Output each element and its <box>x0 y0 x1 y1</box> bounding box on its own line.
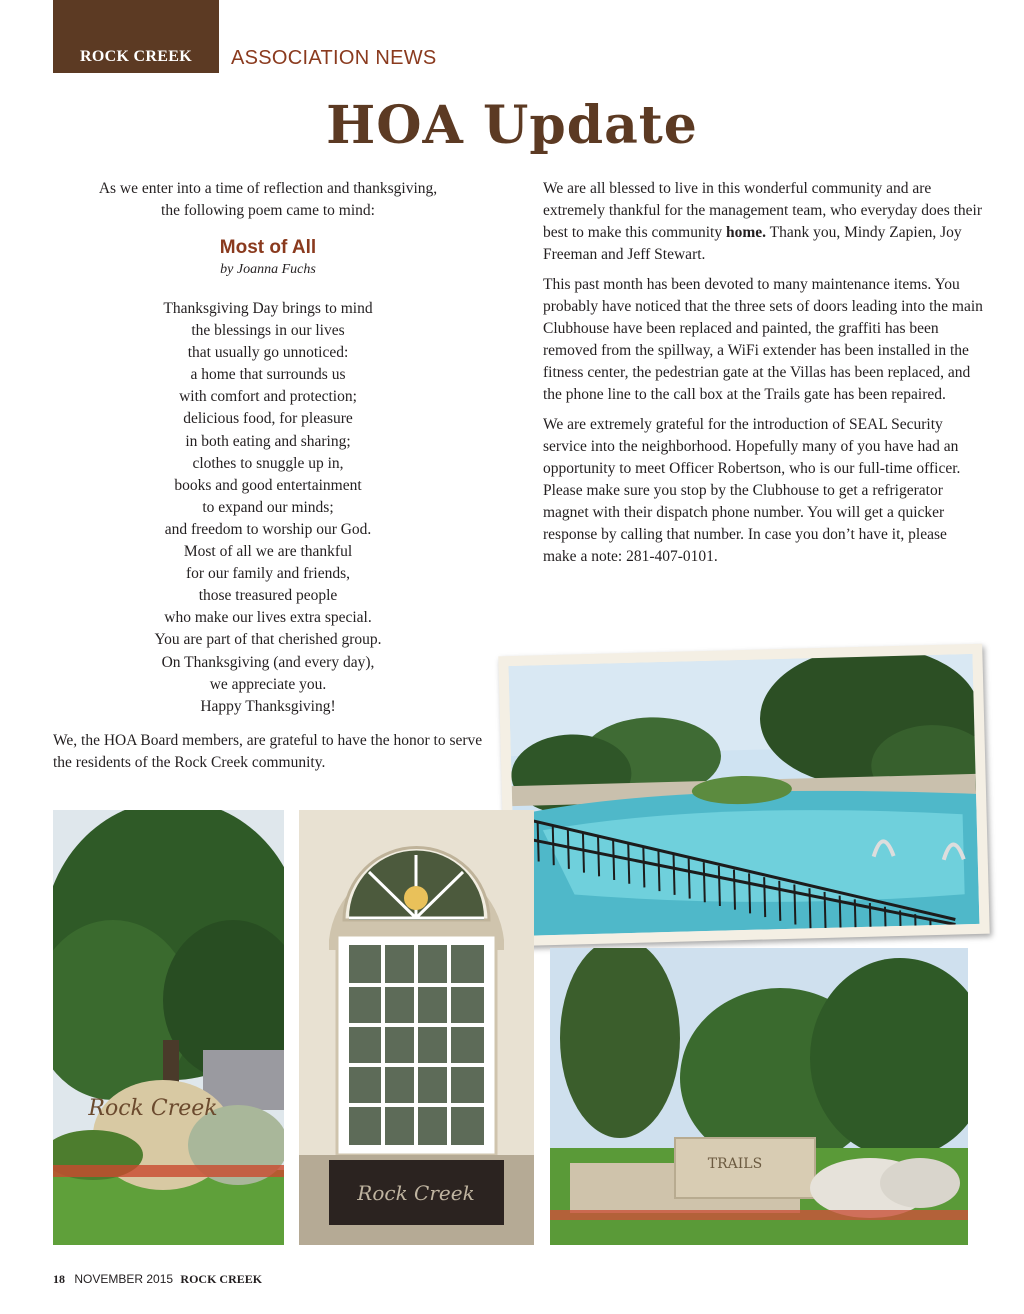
page-title: HOA Update <box>326 95 698 156</box>
poem-line: to expand our minds; <box>202 498 334 516</box>
closing-paragraph: We, the HOA Board members, are grateful to have the honor to serve the residents of the Rock Creek community. <box>53 731 483 771</box>
poem-line: and freedom to worship our God. <box>164 520 372 538</box>
paragraph-security: We are extremely grateful for the introduction of SEAL Security service into the neighborhood. Hopefully many of you have had an opportunity to meet Officer Robertson, who is our full-time officer. Please make sure you stop by the Clubhouse to get a refrigerator magnet with their dispatch phone number. You will get a quicker response by calling that number. In case you don’t have it, please make a note: 281-407-0101. <box>543 416 961 565</box>
brand-tab <box>53 0 219 73</box>
poem-line: On Thanksgiving (and every day), <box>161 653 375 671</box>
poem-line: that usually go unnoticed: <box>187 344 349 362</box>
pool-photo <box>498 644 989 947</box>
poem-line: a home that surrounds us <box>190 366 346 384</box>
doormat-text: Rock Creek <box>357 1181 475 1205</box>
poem-line: Happy Thanksgiving! <box>200 697 336 715</box>
paragraph-thanks <box>543 178 983 266</box>
poem-line: who make our lives extra special. <box>164 609 372 627</box>
poem-line: those treasured people <box>198 587 338 605</box>
paragraph-thanks-end: Thank you, Mindy Zapien, Joy Freeman and Jeff Stewart. <box>543 224 962 263</box>
brand-label: ROCK CREEK <box>80 48 192 65</box>
trails-sign-photo <box>550 948 968 1245</box>
left-column <box>53 178 483 774</box>
poem-title: Most of All <box>219 237 317 258</box>
poem-line: Thanksgiving Day brings to mind <box>163 300 373 317</box>
poem-line: Most of all we are thankful <box>183 543 353 561</box>
poem <box>53 298 483 718</box>
issue-date: NOVEMBER 2015 <box>74 1272 174 1286</box>
poem-line: the blessings in our lives <box>191 322 345 340</box>
rock-sign-text: Rock Creek <box>88 1096 218 1121</box>
trails-sign-text: TRAILS <box>707 1156 763 1172</box>
page-footer <box>53 1272 262 1287</box>
poem-author: by Joanna Fuchs <box>220 262 316 277</box>
poem-line: we appreciate you. <box>209 675 327 693</box>
right-column <box>543 178 983 576</box>
paragraph-thanks-text: We are all blessed to live in this wonderful community and are extremely thankful for the management team, who everyday does their best to make this community <box>543 180 983 241</box>
intro-line-2: the following poem came to mind: <box>161 202 375 219</box>
section-label: ASSOCIATION NEWS <box>231 47 437 69</box>
poem-line: clothes to snuggle up in, <box>192 454 344 472</box>
rock-sign-photo <box>53 810 284 1245</box>
page-number: 18 <box>53 1272 65 1286</box>
poem-line: for our family and friends, <box>186 565 350 583</box>
poem-line: delicious food, for pleasure <box>183 410 353 428</box>
poem-line: books and good entertainment <box>174 476 362 494</box>
poem-line: You are part of that cherished group. <box>154 631 382 649</box>
intro-line-1: As we enter into a time of reflection and thanksgiving, <box>98 180 438 197</box>
footer-brand: ROCK CREEK <box>180 1272 263 1286</box>
paragraph-maintenance: This past month has been devoted to many maintenance items. You probably have noticed that the three sets of doors leading into the main Clubhouse have been replaced and painted, the graffiti has been removed from the spillway, a WiFi extender has been installed in the fitness center, the pedestrian gate at the Villas has been replaced, and the phone line to the call box at the Trails gate has been repaired. <box>543 276 983 403</box>
clubhouse-door-photo <box>299 810 534 1245</box>
poem-line: with comfort and protection; <box>179 388 357 406</box>
home-emphasis: home. <box>725 224 767 241</box>
poem-line: in both eating and sharing; <box>185 432 351 450</box>
